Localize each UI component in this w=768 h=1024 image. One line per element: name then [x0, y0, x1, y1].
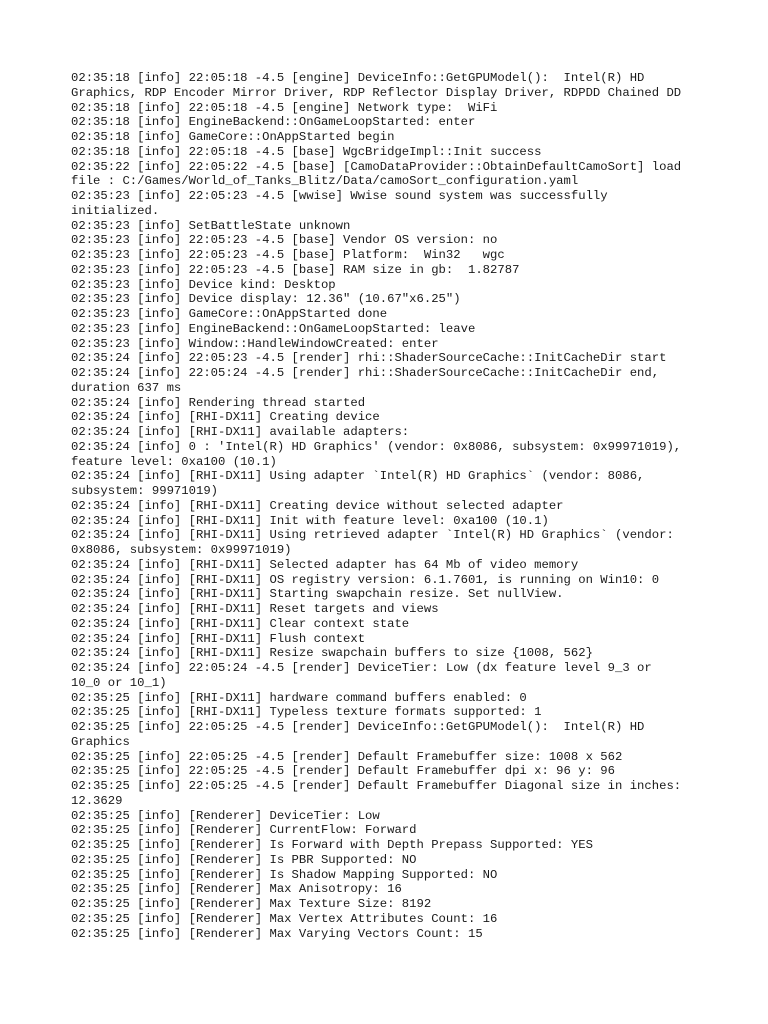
log-line: subsystem: 99971019): [71, 484, 219, 498]
log-line: 02:35:25 [info] [Renderer] DeviceTier: Low: [71, 808, 380, 823]
log-line: 02:35:18 [info] 22:05:18 -4.5 [engine] DeviceInfo::GetGPUModel(): Intel(R) HD: [71, 71, 645, 85]
log-line: 02:35:23 [info] 22:05:23 -4.5 [wwise] Wwise sound system was successfully: [71, 189, 608, 203]
log-line: 02:35:24 [info] Rendering thread started: [71, 395, 366, 410]
log-line: 02:35:24 [info] [RHI-DX11] Using adapter `Intel(R) HD Graphics` (vendor: 8086,: [71, 469, 645, 484]
log-line: 02:35:18 [info] 22:05:18 -4.5 [base] WgcBridgeImpl::Init success: [71, 144, 542, 159]
log-line: 02:35:25 [info] 22:05:25 -4.5 [render] Default Framebuffer Diagonal size in inches:: [71, 779, 682, 793]
log-line: 02:35:23 [info] Device display: 12.36" (10.67"x6.25"): [71, 292, 461, 307]
log-line: 02:35:25 [info] [Renderer] Max Varying Vectors Count: 15: [71, 926, 483, 941]
log-line: 02:35:25 [info] [Renderer] CurrentFlow: Forward: [71, 823, 417, 838]
log-line: Graphics: [71, 734, 130, 749]
log-line: 02:35:24 [info] [RHI-DX11] Flush context: [71, 631, 366, 646]
log-line: 02:35:25 [info] [RHI-DX11] hardware command buffers enabled: 0: [71, 690, 527, 705]
log-line: 02:35:25 [info] 22:05:25 -4.5 [render] DeviceInfo::GetGPUModel(): Intel(R) HD: [71, 720, 645, 734]
log-line: 02:35:23 [info] GameCore::OnAppStarted done: [71, 307, 388, 321]
log-line: 02:35:24 [info] [RHI-DX11] Reset targets and views: [71, 602, 439, 616]
log-line: 02:35:24 [info] 0 : 'Intel(R) HD Graphics' (vendor: 0x8086, subsystem: 0x99971019),: [71, 439, 682, 454]
log-line: 02:35:24 [info] [RHI-DX11] Resize swapchain buffers to size {1008, 562}: [71, 646, 593, 661]
log-line: 10_0 or 10_1): [71, 675, 167, 690]
log-line: 02:35:24 [info] [RHI-DX11] Creating device without selected adapter: [71, 498, 564, 513]
log-line: 02:35:24 [info] [RHI-DX11] Starting swapchain resize. Set nullView.: [71, 587, 564, 602]
log-line: file : C:/Games/World_of_Tanks_Blitz/Data/camoSort_configuration.yaml: [71, 174, 579, 189]
log-line: 02:35:24 [info] 22:05:23 -4.5 [render] rhi::ShaderSourceCache::InitCacheDir start: [71, 351, 667, 366]
log-line: initialized.: [71, 203, 160, 218]
log-line: 02:35:23 [info] SetBattleState unknown: [71, 218, 351, 233]
log-line: 02:35:24 [info] 22:05:24 -4.5 [render] rhi::ShaderSourceCache::InitCacheDir end,: [71, 366, 660, 380]
log-line: Graphics, RDP Encoder Mirror Driver, RDP Reflector Display Driver, RDPDD Chained DD: [71, 85, 682, 100]
log-line: 02:35:24 [info] 22:05:24 -4.5 [render] DeviceTier: Low (dx feature level 9_3 or: [71, 661, 652, 675]
log-line: 02:35:23 [info] EngineBackend::OnGameLoopStarted: leave: [71, 321, 476, 336]
log-line: 02:35:24 [info] [RHI-DX11] Clear context state: [71, 616, 410, 631]
log-line: 02:35:25 [info] [Renderer] Max Vertex Attributes Count: 16: [71, 911, 498, 926]
log-line: 02:35:18 [info] EngineBackend::OnGameLoopStarted: enter: [71, 115, 476, 130]
log-line: 12.3629: [71, 793, 123, 808]
log-document: [71, 71, 721, 941]
log-line: 02:35:23 [info] 22:05:23 -4.5 [base] Vendor OS version: no: [71, 233, 498, 248]
log-line: 02:35:25 [info] 22:05:25 -4.5 [render] Default Framebuffer dpi x: 96 y: 96: [71, 764, 615, 779]
log-line: 02:35:24 [info] [RHI-DX11] Using retrieved adapter `Intel(R) HD Graphics` (vendor:: [71, 528, 674, 543]
log-line: 02:35:25 [info] 22:05:25 -4.5 [render] Default Framebuffer size: 1008 x 562: [71, 749, 623, 764]
log-line: 02:35:25 [info] [RHI-DX11] Typeless texture formats supported: 1: [71, 705, 542, 720]
log-line: 02:35:25 [info] [Renderer] Max Anisotropy: 16: [71, 882, 402, 897]
log-line: 02:35:24 [info] [RHI-DX11] OS registry version: 6.1.7601, is running on Win10: 0: [71, 572, 660, 587]
log-line: 02:35:25 [info] [Renderer] Is PBR Supported: NO: [71, 852, 417, 867]
log-line: 02:35:23 [info] Device kind: Desktop: [71, 277, 336, 292]
log-line: 02:35:25 [info] [Renderer] Max Texture Size: 8192: [71, 897, 432, 911]
log-line: 02:35:24 [info] [RHI-DX11] Creating device: [71, 410, 380, 425]
log-line: 02:35:25 [info] [Renderer] Is Forward with Depth Prepass Supported: YES: [71, 838, 593, 852]
log-line: 02:35:23 [info] Window::HandleWindowCreated: enter: [71, 336, 439, 351]
log-line: 02:35:23 [info] 22:05:23 -4.5 [base] Platform: Win32 wgc: [71, 248, 505, 262]
log-line: 02:35:24 [info] [RHI-DX11] Selected adapter has 64 Mb of video memory: [71, 557, 579, 572]
log-line: 02:35:18 [info] GameCore::OnAppStarted begin: [71, 130, 395, 144]
log-line: 02:35:24 [info] [RHI-DX11] Init with feature level: 0xa100 (10.1): [71, 513, 549, 528]
log-line: 02:35:23 [info] 22:05:23 -4.5 [base] RAM size in gb: 1.82787: [71, 262, 520, 277]
log-line: 02:35:22 [info] 22:05:22 -4.5 [base] [CamoDataProvider::ObtainDefaultCamoSort] load: [71, 159, 682, 174]
log-line: duration 637 ms: [71, 380, 182, 395]
log-line: feature level: 0xa100 (10.1): [71, 454, 277, 469]
log-line: 02:35:24 [info] [RHI-DX11] available adapters:: [71, 425, 410, 439]
log-line: 0x8086, subsystem: 0x99971019): [71, 543, 292, 557]
log-line: 02:35:18 [info] 22:05:18 -4.5 [engine] Network type: WiFi: [71, 100, 498, 115]
log-line: 02:35:25 [info] [Renderer] Is Shadow Mapping Supported: NO: [71, 867, 498, 882]
